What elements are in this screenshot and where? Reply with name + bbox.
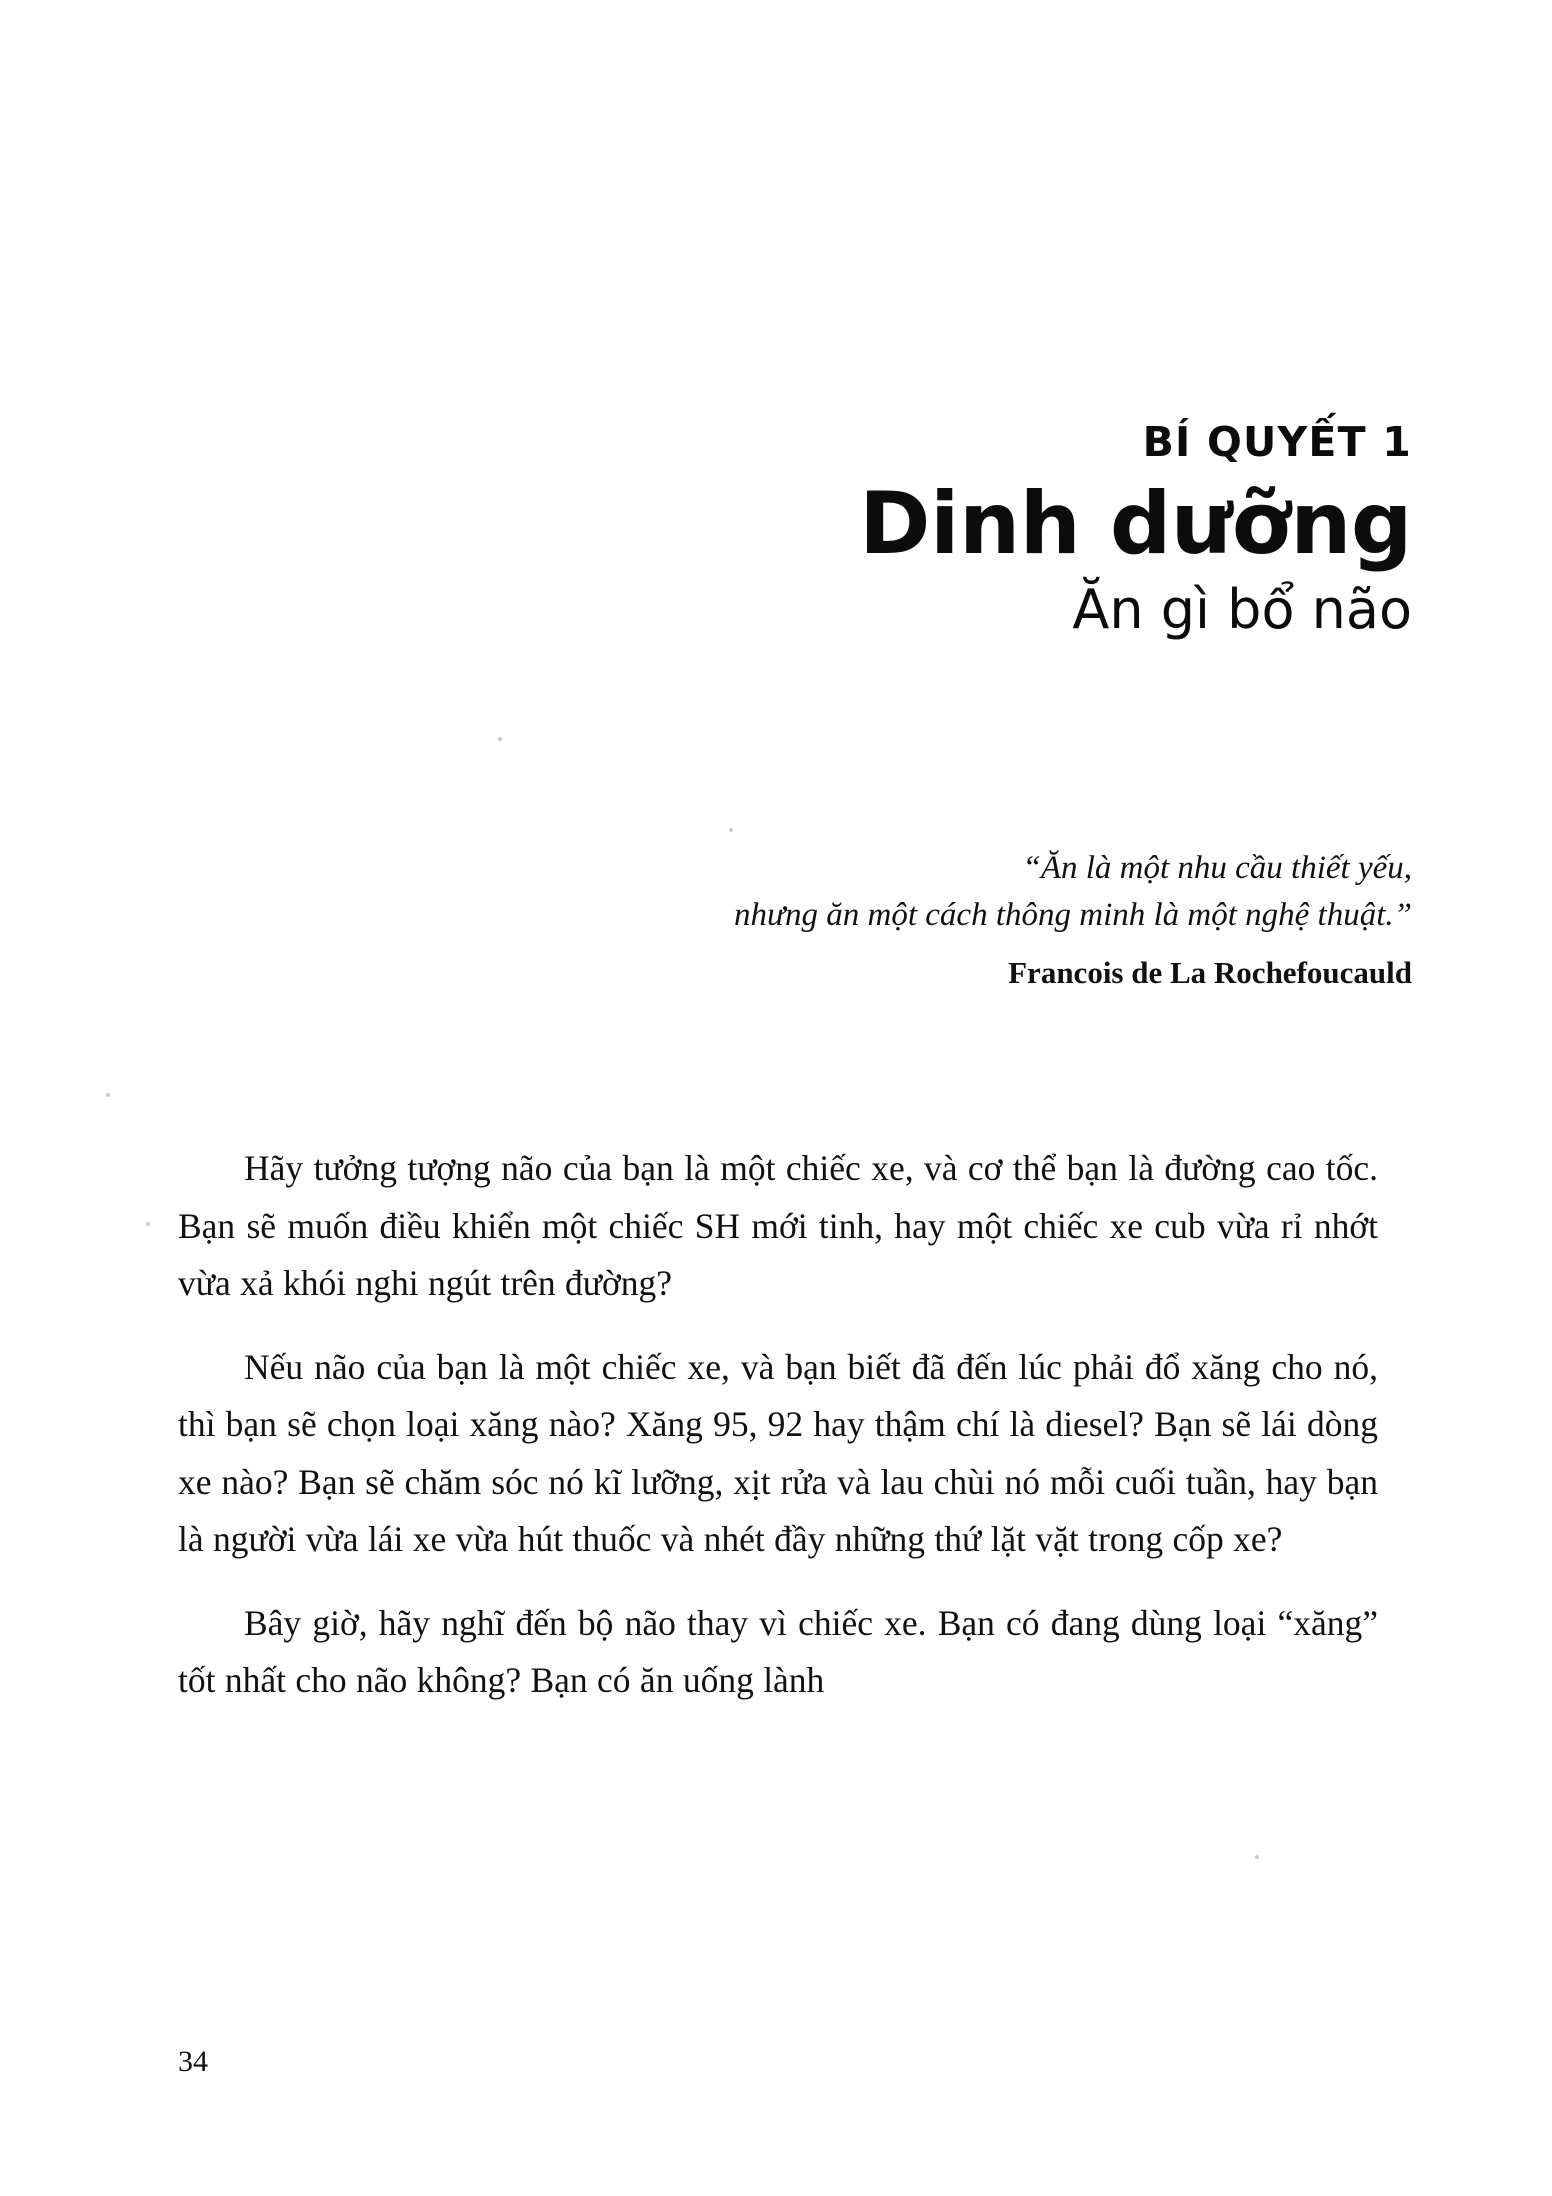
- chapter-heading: [512, 420, 1412, 641]
- epigraph-block: [452, 845, 1412, 991]
- paragraph: Hãy tưởng tượng não của bạn là một chiếc xe, và cơ thể bạn là đường cao tốc. Bạn sẽ muốn điều khiển một chiếc SH mới tinh, hay một chiếc xe cub vừa rỉ nhớt vừa xả khói nghi ngút trên đường?: [178, 1148, 1378, 1303]
- chapter-kicker: BÍ QUYẾT 1: [1142, 418, 1412, 466]
- epigraph-line-2: nhưng ăn một cách thông minh là một nghệ thuật.”: [734, 896, 1412, 933]
- paragraph: Nếu não của bạn là một chiếc xe, và bạn biết đã đến lúc phải đổ xăng cho nó, thì bạn sẽ chọn loại xăng nào? Xăng 95, 92 hay thậm chí là diesel? Bạn sẽ lái dòng xe nào? Bạn sẽ chăm sóc nó kĩ lưỡng, xịt rửa và lau chùi nó mỗi cuối tuần, hay bạn là người vừa lái xe vừa hút thuốc và nhét đầy những thứ lặt vặt trong cốp xe?: [178, 1346, 1378, 1559]
- scan-speckle: [1255, 1855, 1259, 1859]
- page-number: 34: [178, 2045, 208, 2078]
- scan-speckle: [146, 1222, 150, 1226]
- epigraph-attribution: Francois de La Rochefoucauld: [1008, 954, 1412, 990]
- scan-speckle: [498, 737, 502, 741]
- chapter-subtitle: Ăn gì bổ não: [1072, 578, 1412, 642]
- scan-speckle: [729, 828, 733, 832]
- body-text: [178, 1140, 1378, 1710]
- chapter-title: Dinh dưỡng: [859, 474, 1412, 575]
- scan-speckle: [106, 1093, 110, 1097]
- paragraph: Bây giờ, hãy nghĩ đến bộ não thay vì chiếc xe. Bạn có đang dùng loại “xăng” tốt nhất cho não không? Bạn có ăn uống lành: [178, 1602, 1378, 1700]
- epigraph-line-1: “Ăn là một nhu cầu thiết yếu,: [1022, 850, 1412, 886]
